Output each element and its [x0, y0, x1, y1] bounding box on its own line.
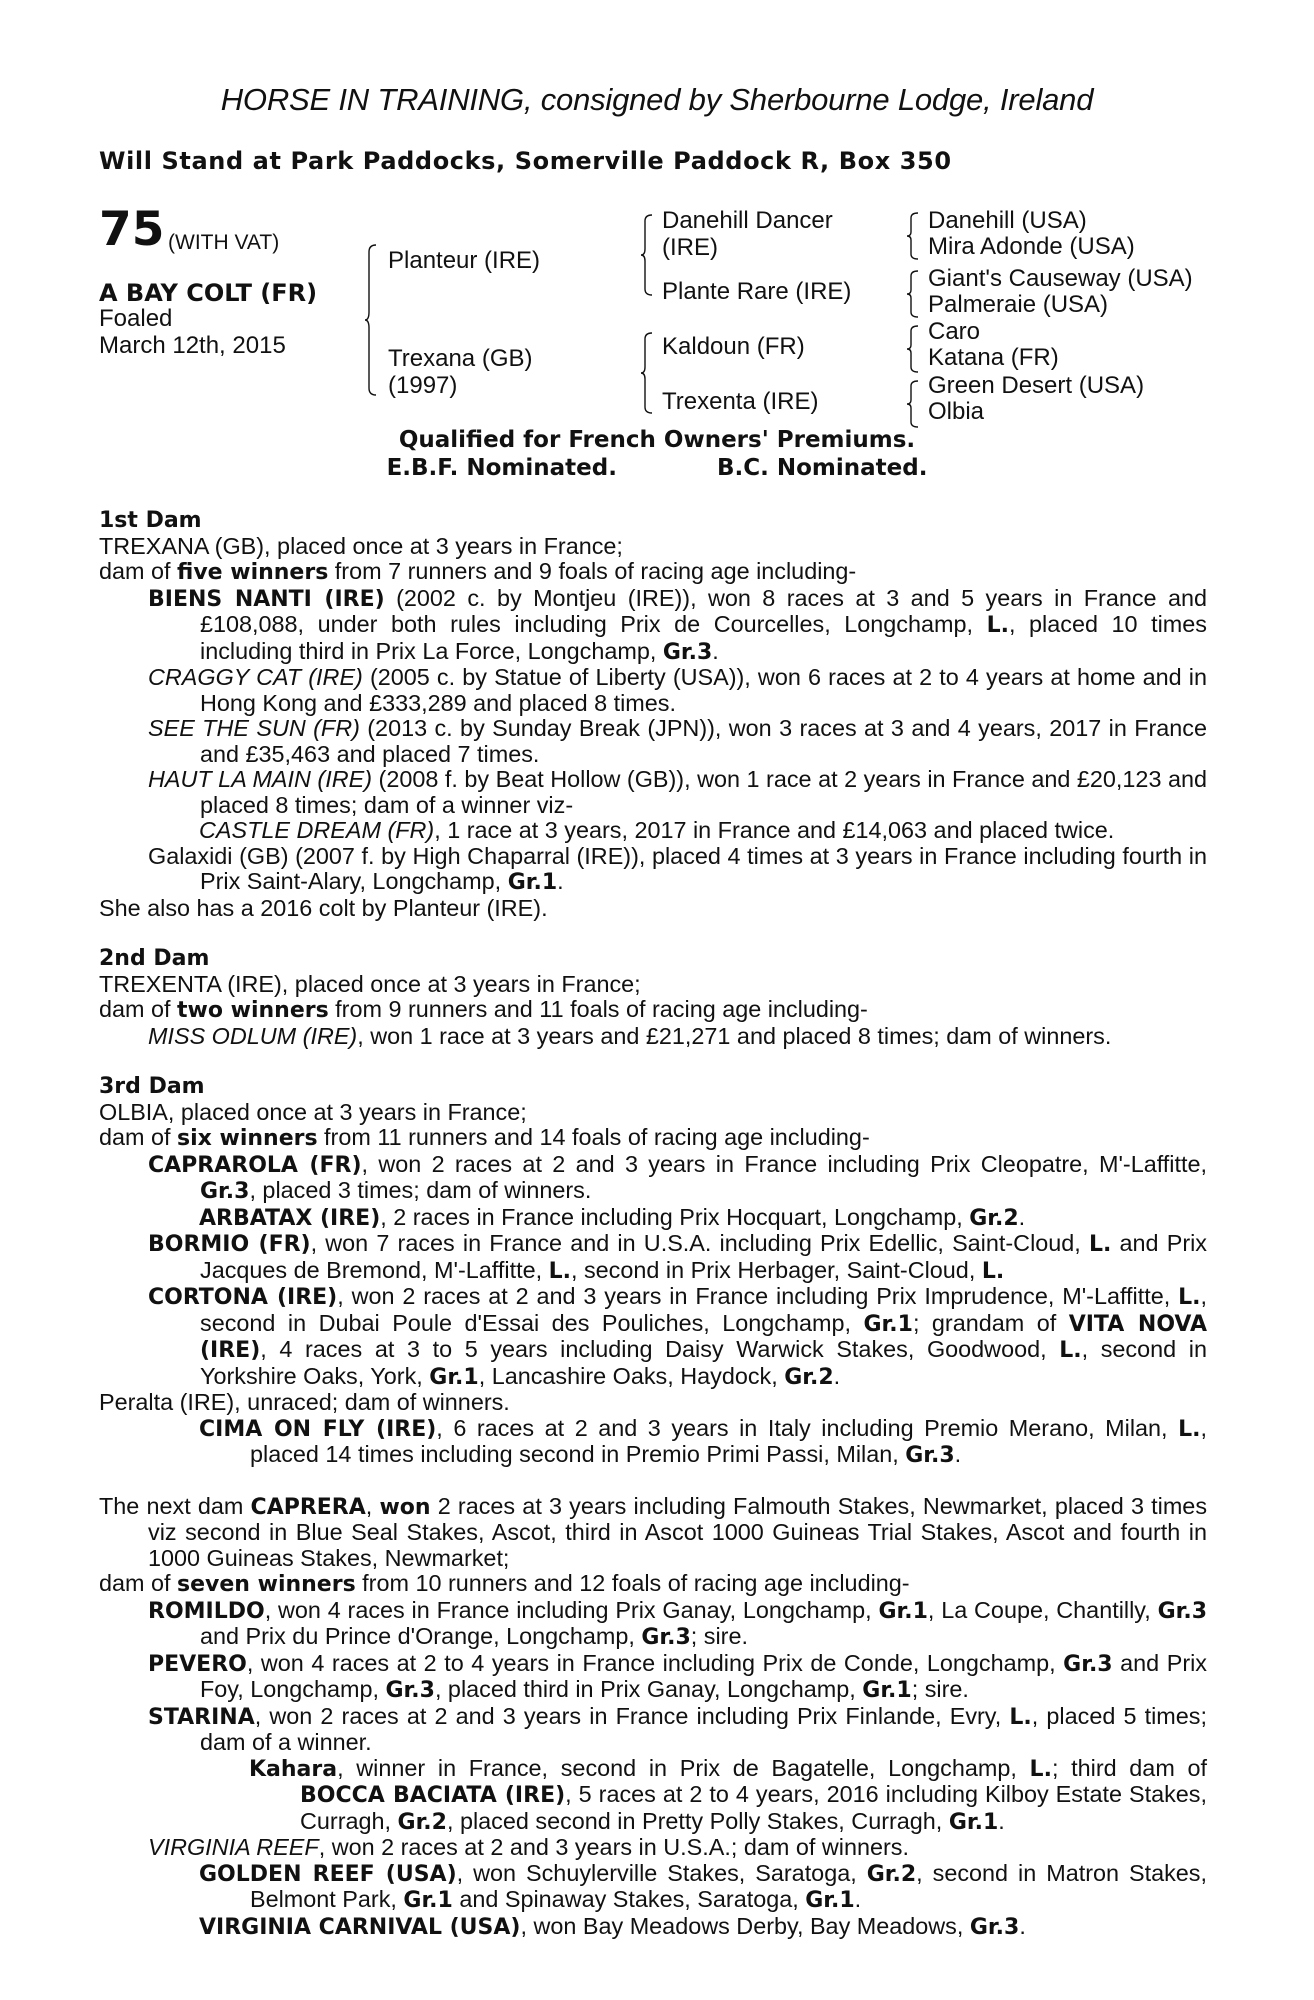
produce-entry: CRAGGY CAT (IRE) (2005 c. by Statue of Liberty (USA)), won 6 races at 2 to 4 years at home and in Hong Kong and £333,289 and placed 8 times. — [148, 664, 1207, 716]
pedigree-brace-gen1 — [364, 244, 378, 396]
lot-description: A BAY COLT (FR) — [99, 279, 318, 307]
produce-entry: Kahara, winner in France, second in Prix de Bagatelle, Longchamp, L.; third dam of BOCCA BACIATA (IRE), 5 races at 2 to 4 years, 2016 including Kilboy Estate Stakes, Curragh, Gr.2, placed second in Pretty Polly Stakes, Curragh, Gr.1. — [249, 1754, 1208, 1835]
third-dam-produce: dam of six winners from 11 runners and 14 foals of racing age including- — [99, 1124, 870, 1151]
produce-entry: PEVERO, won 4 races at 2 to 4 years in France including Prix de Conde, Longchamp, Gr.3 and Prix Foy, Longchamp, Gr.3, placed third in Prix Ganay, Longchamp, Gr.1; sire. — [148, 1649, 1208, 1703]
produce-entry: GOLDEN REEF (USA), won Schuylerville Stakes, Saratoga, Gr.2, second in Matron Stakes, Belmont Park, Gr.1 and Spinaway Stakes, Saratoga, Gr.1. — [199, 1859, 1208, 1913]
pedigree-dam: Trexana (GB) — [388, 345, 533, 372]
pedigree-sire-dam: Plante Rare (IRE) — [662, 278, 852, 305]
pedigree-g3-2: Mira Adonde (USA) — [928, 233, 1135, 260]
pedigree-g3-6: Katana (FR) — [928, 344, 1059, 371]
produce-entry: Peralta (IRE), unraced; dam of winners. — [99, 1389, 510, 1415]
pedigree-g3-1: Danehill (USA) — [928, 207, 1087, 234]
ebf-nominated: E.B.F. Nominated. — [386, 455, 617, 481]
pedigree-sire: Planteur (IRE) — [388, 247, 541, 274]
pedigree-brace-gen2-sire — [640, 214, 654, 296]
produce-entry: SEE THE SUN (FR) (2013 c. by Sunday Break (JPN)), won 3 races at 3 and 4 years, 2017 in France and £35,463 and placed 7 times. — [148, 715, 1208, 767]
produce-entry: BIENS NANTI (IRE) (2002 c. by Montjeu (IRE)), won 8 races at 3 and 5 years in France and £108,088, under both rules including Prix de Courcelles, Longchamp, L., placed 10 times including third in Prix La Force, Longchamp, Gr.3. — [148, 584, 1207, 665]
next-dam-summary: The next dam CAPRERA, won 2 races at 3 years including Falmouth Stakes, Newmarket, placed 3 times viz second in Blue Seal Stakes, Ascot, third in Ascot 1000 Guineas Trial Stakes, Ascot and fourth in 1000 Guineas Stakes, Newmarket; — [99, 1492, 1208, 1571]
first-dam-produce: dam of five winners from 7 runners and 9 foals of racing age including- — [99, 558, 857, 585]
produce-entry: BORMIO (FR), won 7 races in France and in U.S.A. including Prix Edellic, Saint-Cloud, L. and Prix Jacques de Bremond, M'-Laffitte, L., second in Prix Herbager, Saint-Cloud, L. — [148, 1230, 1208, 1284]
pedigree-g3-5: Caro — [928, 318, 981, 345]
foaled-info — [99, 305, 286, 359]
pedigree-dam-dam: Trexenta (IRE) — [662, 388, 819, 415]
stabling-location: Will Stand at Park Paddocks, Somerville Paddock R, Box 350 — [99, 147, 952, 175]
foaled-date: March 12th, 2015 — [99, 332, 286, 359]
foaled-label: Foaled — [99, 305, 173, 332]
produce-entry: MISS ODLUM (IRE), won 1 race at 3 years and £21,271 and placed 8 times; dam of winners. — [148, 1022, 1112, 1049]
pedigree-g3-7: Green Desert (USA) — [928, 372, 1145, 399]
produce-entry: VIRGINIA REEF, won 2 races at 2 and 3 years in U.S.A.; dam of winners. — [148, 1834, 909, 1860]
pedigree-brace-gen3-1 — [906, 212, 920, 260]
first-dam-summary: TREXANA (GB), placed once at 3 years in France; — [99, 532, 623, 559]
second-dam-summary: TREXENTA (IRE), placed once at 3 years in France; — [99, 970, 641, 997]
lot-number: 75 — [99, 202, 165, 257]
produce-entry: HAUT LA MAIN (IRE) (2008 f. by Beat Hollow (GB)), won 1 race at 2 years in France and £20,123 and placed 8 times; dam of a winner viz- — [148, 766, 1207, 818]
pedigree-brace-gen3-2 — [906, 270, 920, 318]
french-premiums-note: Qualified for French Owners' Premiums. — [398, 427, 916, 453]
vat-note: (WITH VAT) — [168, 231, 280, 254]
produce-entry: CASTLE DREAM (FR), 1 race at 3 years, 2017 in France and £14,063 and placed twice. — [199, 817, 1115, 843]
pedigree-g3-4: Palmeraie (USA) — [928, 291, 1109, 318]
page-title: HORSE IN TRAINING, consigned by Sherbourne Lodge, Ireland — [220, 82, 1094, 117]
third-dam-summary: OLBIA, placed once at 3 years in France; — [99, 1098, 527, 1125]
pedigree-sire-sire-line1: Danehill Dancer — [662, 207, 833, 234]
pedigree-g3-8: Olbia — [928, 398, 985, 425]
produce-entry: CORTONA (IRE), won 2 races at 2 and 3 years in France including Prix Imprudence, M'-Laffitte, L., second in Dubai Poule d'Essai des Pouliches, Longchamp, Gr.1; grandam of VITA NOVA (IRE), 4 races at 3 to 5 years including Daisy Warwick Stakes, Goodwood, L., second in Yorkshire Oaks, York, Gr.1, Lancashire Oaks, Haydock, Gr.2. — [148, 1283, 1207, 1390]
second-dam-heading: 2nd Dam — [99, 946, 210, 971]
produce-entry: CIMA ON FLY (IRE), 6 races at 2 and 3 years in Italy including Premio Merano, Milan, L., placed 14 times including second in Premio Primi Passi, Milan, Gr.3. — [199, 1414, 1207, 1468]
third-dam-heading: 3rd Dam — [99, 1074, 205, 1099]
pedigree-brace-gen2-dam — [640, 332, 654, 414]
produce-entry: CAPRAROLA (FR), won 2 races at 2 and 3 years in France including Prix Cleopatre, M'-Laffitte, Gr.3, placed 3 times; dam of winners. — [148, 1150, 1207, 1204]
pedigree-brace-gen3-4 — [906, 380, 920, 428]
pedigree-dam-year: (1997) — [388, 372, 458, 399]
produce-record — [99, 508, 1207, 1940]
bc-nominated: B.C. Nominated. — [716, 455, 928, 481]
pedigree-dam-sire: Kaldoun (FR) — [662, 333, 805, 360]
pedigree-sire-sire-line2: (IRE) — [662, 234, 718, 261]
produce-entry: STARINA, won 2 races at 2 and 3 years in France including Prix Finlande, Evry, L., placed 5 times; dam of a winner. — [148, 1702, 1207, 1755]
produce-entry: ROMILDO, won 4 races in France including Prix Ganay, Longchamp, Gr.1, La Coupe, Chantilly, Gr.3 and Prix du Prince d'Orange, Longchamp, Gr.3; sire. — [148, 1596, 1207, 1650]
produce-note: She also has a 2016 colt by Planteur (IRE). — [99, 894, 548, 921]
nominations — [0, 455, 1314, 481]
pedigree-brace-gen3-3 — [906, 325, 920, 373]
produce-entry: VIRGINIA CARNIVAL (USA), won Bay Meadows Derby, Bay Meadows, Gr.3. — [199, 1912, 1026, 1940]
pedigree-g3-3: Giant's Causeway (USA) — [928, 265, 1193, 292]
next-dam-produce: dam of seven winners from 10 runners and 12 foals of racing age including- — [99, 1570, 910, 1597]
produce-entry: ARBATAX (IRE), 2 races in France including Prix Hocquart, Longchamp, Gr.2. — [199, 1203, 1026, 1231]
second-dam-produce: dam of two winners from 9 runners and 11 foals of racing age including- — [99, 996, 868, 1023]
first-dam-heading: 1st Dam — [99, 508, 202, 533]
produce-entry: Galaxidi (GB) (2007 f. by High Chaparral (IRE)), placed 4 times at 3 years in France including fourth in Prix Saint-Alary, Longchamp, Gr.1. — [148, 842, 1207, 895]
